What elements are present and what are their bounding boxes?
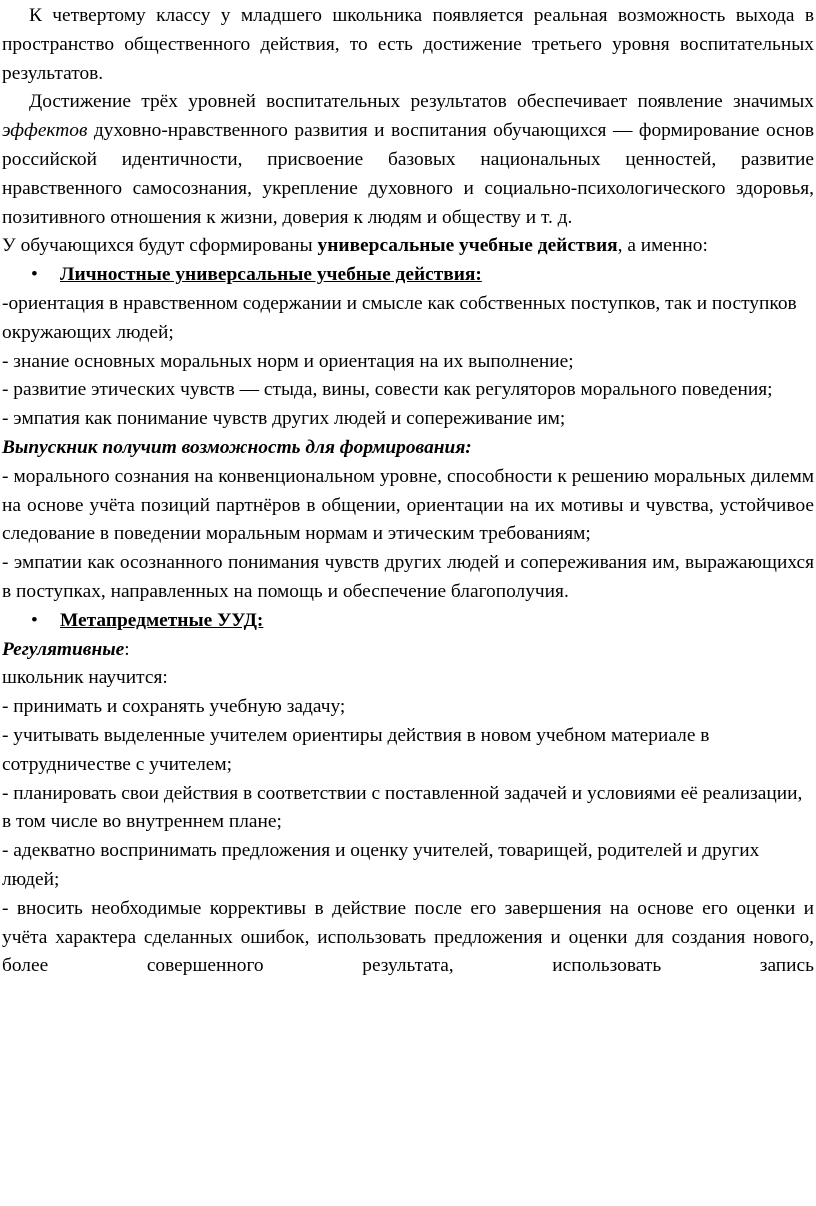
uud-term: универсальные учебные действия	[317, 235, 618, 257]
effects-term: эффектов	[2, 120, 88, 142]
personal-uud-heading: Личностные универсальные учебные действия:	[60, 264, 482, 286]
meta-item: - планировать свои действия в соответствии с поставленной задачей и условиями её реализации, в том числе во внутреннем плане;	[2, 782, 803, 833]
meta-item: - адекватно воспринимать предложения и оценку учителей, товарищей, родителей и других людей;	[2, 840, 760, 890]
graduate-item: - морального сознания на конвенциональном уровне, способности к решению моральных дилемм на основе учёта позиций партнёров в общении, ориентации на их мотивы и чувства, устойчивое следование в поведении моральным нормам и этическим требованиям;	[2, 465, 814, 545]
meta-uud-heading: Метапредметные УУД:	[60, 609, 264, 631]
graduate-opportunity-heading: Выпускник получит возможность для формирования:	[2, 436, 472, 458]
personal-item: - эмпатия как понимание чувств других людей и сопереживание им;	[2, 408, 566, 430]
meta-item: - принимать и сохранять учебную задачу;	[2, 696, 346, 718]
meta-uud-heading-line	[2, 607, 814, 636]
paragraph-uud-intro-end: , а именно:	[617, 235, 708, 257]
student-will-learn: школьник научится:	[2, 667, 168, 689]
regulative-label-line	[2, 636, 814, 665]
personal-item: - знание основных моральных норм и ориентация на их выполнение;	[2, 350, 574, 372]
paragraph-three-levels-start: Достижение трёх уровней воспитательных результатов обеспечивает появление значимых	[29, 91, 814, 113]
bullet-icon: •	[31, 609, 38, 631]
paragraph-uud-intro	[2, 232, 814, 261]
graduate-item: - эмпатии как осознанного понимания чувств других людей и сопереживания им, выражающихся в поступках, направленных на помощь и обеспечение благополучия.	[2, 552, 814, 602]
regulative-colon: :	[124, 638, 130, 660]
personal-item: - развитие этических чувств — стыда, вины, совести как регуляторов морального поведения;	[2, 379, 773, 401]
paragraph-fourth-grade: К четвертому классу у младшего школьника появляется реальная возможность выхода в пространство общественного действия, то есть достижение третьего уровня воспитательных результатов.	[2, 5, 814, 84]
meta-item-corrections: - вносить необходимые коррективы в действие после его завершения на основе его оценки и учёта характера сделанных ошибок, использовать предложения и оценки для создания нового, более совершенного результата, использовать запись	[2, 897, 814, 977]
personal-item: -ориентация в нравственном содержании и смысле как собственных поступков, так и поступков окружающих людей;	[2, 292, 797, 343]
paragraph-three-levels-end: духовно-нравственного развития и воспитания обучающихся — формирование основ российской идентичности, присвоение базовых национальных ценностей, развитие нравственного самосознания, укрепление духовного и социально-психологического здоровья, позитивного отношения к жизни, доверия к людям и обществу и т. д.	[2, 120, 814, 228]
paragraph-uud-intro-start: У обучающихся будут сформированы	[2, 235, 318, 257]
bullet-icon: •	[31, 264, 38, 286]
personal-uud-heading-line	[2, 261, 814, 290]
meta-item: - учитывать выделенные учителем ориентиры действия в новом учебном материале в сотрудничестве с учителем;	[2, 724, 710, 775]
regulative-label: Регулятивные	[2, 638, 125, 660]
paragraph-three-levels	[2, 88, 814, 232]
